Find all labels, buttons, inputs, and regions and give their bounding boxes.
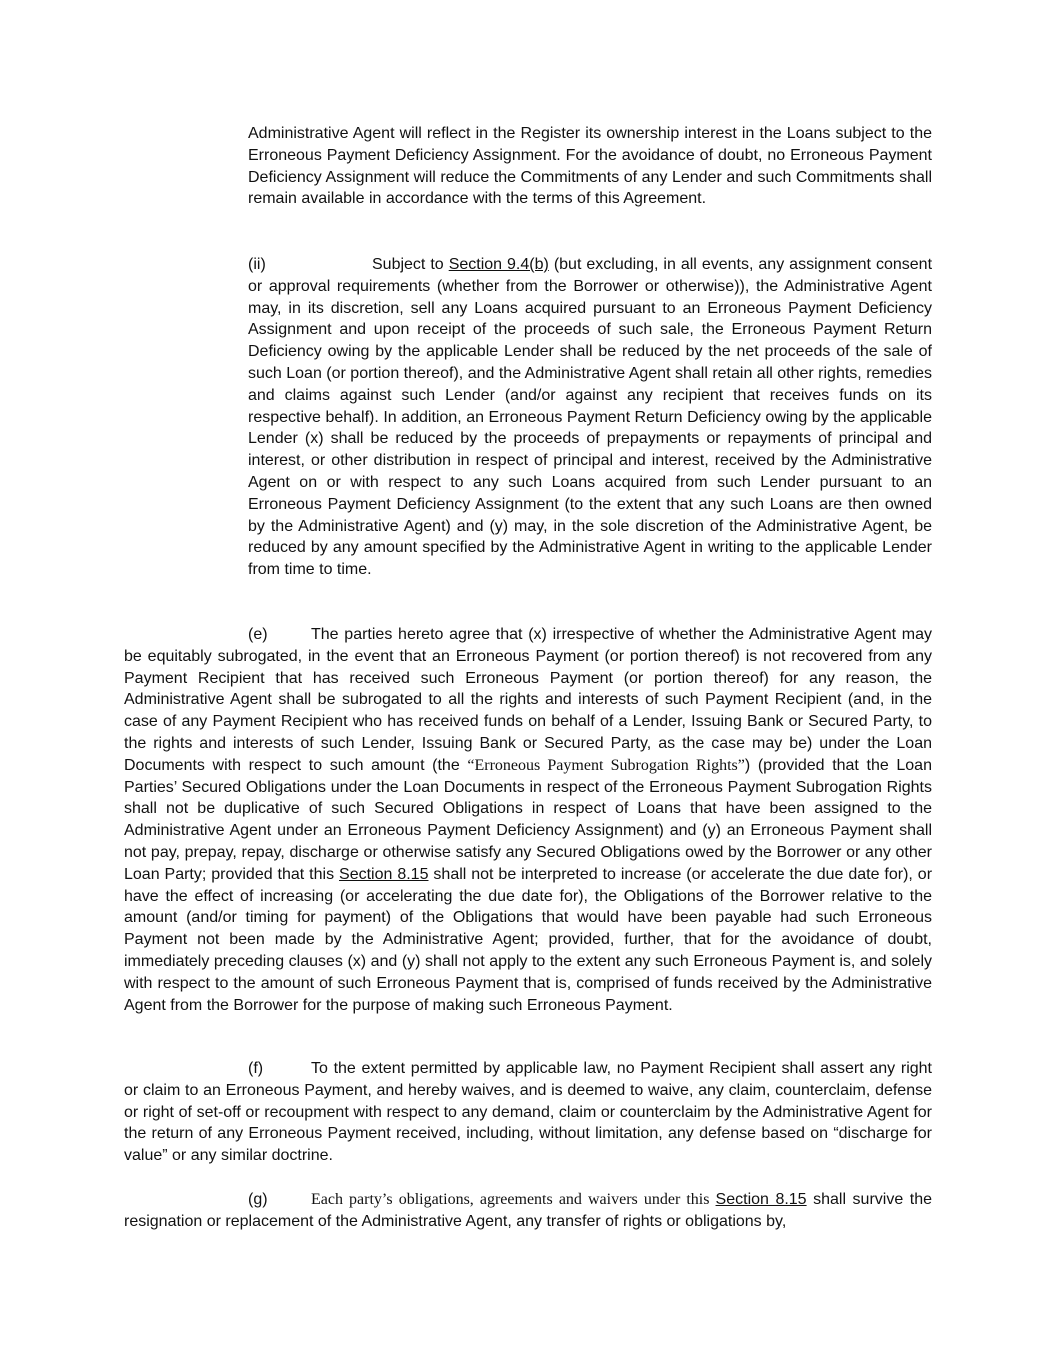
paragraph-clause-ii (248, 254, 932, 581)
paragraph-text-part-c: shall not be interpreted to increase (or accelerate the due date for), or have the effect of increasing (or accelerating the due date for), the Obligations of the Borrower relative to the amount (and/or timing for payment) of the Obligations that would have been payable had such Erroneous Payment not been made by the Administrative Agent; provided, further, that for the avoidance of doubt, immediately preceding clauses (x) and (y) shall not apply to the extent any such Erroneous Payment is, and solely with respect to the amount of such Erroneous Payment that is, comprised of funds received by the Administrative Agent from the Borrower for the purpose of making such Erroneous Payment. (124, 865, 933, 1014)
paragraph-text-part-a: The parties hereto agree that (x) irrespective of whether the Administrative Agent may be equitably subrogated, in the event that an Erroneous Payment (or portion thereof) is not recovered from any Payment Recipient that has received such Erroneous Payment (or portion thereof) for any reason, the Administrative Agent shall be subrogated to all the rights and interests of such Payment Recipient (and, in the case of any Payment Recipient who has received funds on behalf of a Lender, Issuing Bank or Secured Party, to the rights and interests of such Lender, Issuing Bank or Secured Party, as the case may be) under the Loan Documents with respect to such amount (the (124, 626, 932, 774)
paragraph-text: Administrative Agent will reflect in the Register its ownership interest in the Loans subject to the Erroneous Payment Deficiency Assignment. For the avoidance of doubt, no Erroneous Payment Deficiency Assignment will reduce the Commitments of any Lender and such Commitments shall remain available in accordance with the terms of this Agreement. (248, 125, 932, 208)
clause-label: (f) (248, 1060, 264, 1077)
paragraph-assignment-continuation (248, 123, 932, 210)
paragraph-text-part-b: ) (provided that the Loan Parties’ Secured Obligations under the Loan Documents in respect of the Erroneous Payment Subrogation Rights shall not be duplicative of such Secured Obligations in respect of Loans that have been assigned to the Administrative Agent under an Erroneous Payment Deficiency Assignment) and (y) an Erroneous Payment shall not pay, prepay, repay, discharge or otherwise satisfy any Secured Obligations owed by the Borrower or any other Loan Party; provided that this (124, 756, 932, 883)
clause-label: (g) (248, 1191, 268, 1208)
clause-label: (e) (248, 626, 268, 643)
paragraph-clause-g (124, 1189, 932, 1233)
paragraph-text: To the extent permitted by applicable law, no Payment Recipient shall assert any right or claim to an Erroneous Payment, and hereby waives, and is deemed to waive, any claim, counterclaim, defense or right of set-off or recoupment with respect to any demand, claim or counterclaim by the Administrative Agent for the return of any Erroneous Payment received, including, without limitation, any defense based on “discharge for value” or any similar doctrine. (124, 1060, 932, 1165)
paragraph-text-part-a: Each party’s obligations, agreements and waivers under this (311, 1191, 716, 1208)
paragraph-clause-f (124, 1058, 932, 1167)
section-reference-link[interactable]: Section 9.4(b) (448, 256, 549, 273)
clause-label: (ii) (248, 256, 266, 273)
clause-lead-text: Subject to (372, 256, 449, 273)
paragraph-clause-e (124, 624, 932, 1016)
section-reference-link[interactable]: Section 8.15 (339, 865, 429, 883)
paragraph-text-part-b: shall survive the resignation or replacement of the Administrative Agent, any transfer of rights or obligations by, (124, 1191, 933, 1230)
section-reference-link[interactable]: Section 8.15 (715, 1191, 807, 1208)
defined-term: “Erroneous Payment Subrogation Rights” (467, 756, 745, 774)
paragraph-text: (but excluding, in all events, any assignment consent or approval requirements (whether from the Borrower or otherwise)), the Administrative Agent may, in its discretion, sell any Loans acquired pursuant to an Erroneous Payment Deficiency Assignment and upon receipt of the proceeds of such sale, the Erroneous Payment Return Deficiency owing by the applicable Lender shall be reduced by the net proceeds of the sale of such Loan (or portion thereof), and the Administrative Agent shall retain all other rights, remedies and claims against such Lender (and/or against any recipient that receives funds on its respective behalf). In addition, an Erroneous Payment Return Deficiency owing by the applicable Lender (x) shall be reduced by the proceeds of prepayments or repayments of principal and interest, or other distribution in respect of principal and interest, received by the Administrative Agent on or with respect to any such Loans acquired from such Lender pursuant to an Erroneous Payment Deficiency Assignment (to the extent that any such Loans are then owned by the Administrative Agent) and (y) may, in the sole discretion of the Administrative Agent, be reduced by any amount specified by the Administrative Agent in writing to the applicable Lender from time to time. (248, 256, 933, 579)
